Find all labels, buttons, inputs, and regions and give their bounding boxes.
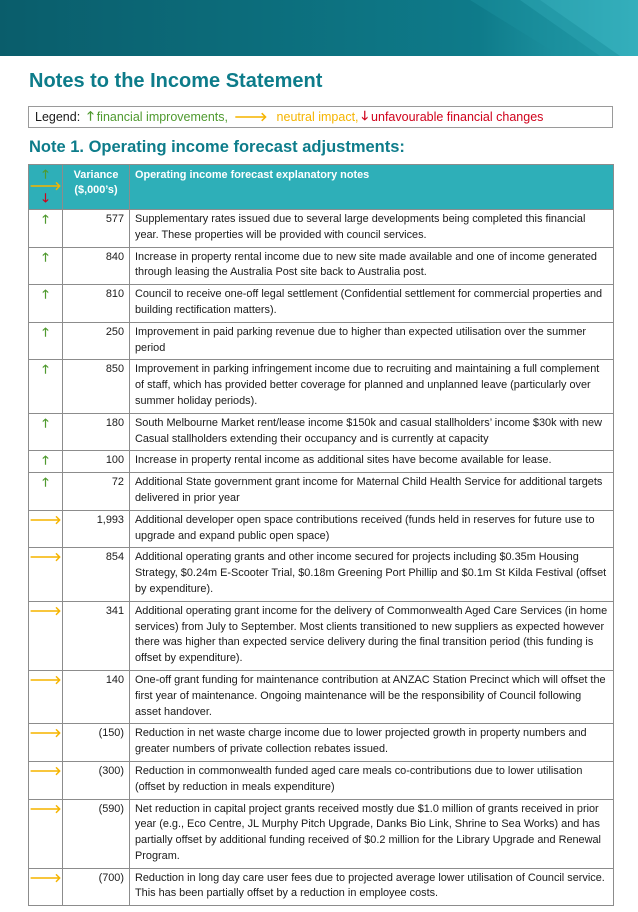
table-row <box>29 413 614 451</box>
variance-value: 577 <box>63 210 130 248</box>
variance-value: (150) <box>63 724 130 762</box>
arrow-up-icon: 🡑 <box>42 167 49 181</box>
section-title: Note 1. Operating income forecast adjustments: <box>29 138 405 156</box>
explanatory-note: South Melbourne Market rent/lease income $150k and casual stallholders’ income $30k with new Casual stallholders extending their occupancy and is currently at capacity <box>130 413 614 451</box>
explanatory-note: Reduction in long day care user fees due to projected average lower utilisation of Council service. This has been partially offset by a reduction in employee costs. <box>130 868 614 906</box>
variance-value: (300) <box>63 761 130 799</box>
explanatory-note: Reduction in commonwealth funded aged care meals co-contributions due to lower utilisation (offset by reduction in meals expenditure) <box>130 761 614 799</box>
explanatory-note: Council to receive one-off legal settlement (Confidential settlement for commercial properties and building rectification matters). <box>130 285 614 323</box>
explanatory-note: Improvement in paid parking revenue due to higher than expected utilisation over the summer period <box>130 322 614 360</box>
variance-value: (700) <box>63 868 130 906</box>
table-row <box>29 360 614 413</box>
table-row <box>29 247 614 285</box>
arrow-right-icon: 🡒 <box>29 670 63 723</box>
legend-improve: financial improvements, <box>96 110 229 124</box>
legend <box>28 106 613 128</box>
explanatory-note: Increase in property rental income due to new site made available and one of income generated through leasing the Australia Post site back to Australia post. <box>130 247 614 285</box>
page-title: Notes to the Income Statement <box>29 70 323 92</box>
arrow-up-icon: 🡑 <box>29 210 63 248</box>
explanatory-note: Additional State government grant income for Maternal Child Health Service for additional targets delivered in prior year <box>130 473 614 511</box>
table-row <box>29 210 614 248</box>
variance-header: Variance ($,000’s) <box>63 165 130 210</box>
arrow-right-icon: 🡒 <box>29 548 63 601</box>
variance-value: 854 <box>63 548 130 601</box>
arrow-up-icon: 🡑 <box>29 451 63 473</box>
table-row <box>29 285 614 323</box>
arrow-up-icon: 🡑 <box>29 413 63 451</box>
arrow-up-icon: 🡑 <box>29 360 63 413</box>
arrow-right-icon: 🡒 <box>29 799 63 868</box>
table-row <box>29 724 614 762</box>
arrow-down-icon: 🡓 <box>361 108 369 123</box>
arrow-right-icon: 🡒 <box>29 510 63 548</box>
explanatory-note: Additional operating grant income for the delivery of Commonwealth Aged Care Services (in home services) from July to September. Most clients transitioned to new suppliers as expected however there was higher than expected service delivery during the final transition period (this funding is offset by expenditure). <box>130 601 614 670</box>
legend-label: Legend: <box>35 110 81 124</box>
table-row <box>29 322 614 360</box>
header-banner <box>0 0 638 56</box>
arrow-up-icon: 🡑 <box>29 285 63 323</box>
arrow-right-icon: 🡒 <box>29 601 63 670</box>
variance-value: 1,993 <box>63 510 130 548</box>
arrow-up-icon: 🡑 <box>29 247 63 285</box>
impact-header <box>29 165 63 210</box>
variance-value: 250 <box>63 322 130 360</box>
arrow-right-icon: 🡒 <box>29 761 63 799</box>
variance-value: 100 <box>63 451 130 473</box>
variance-value: 840 <box>63 247 130 285</box>
arrow-right-icon: 🡒 <box>29 724 63 762</box>
variance-value: 341 <box>63 601 130 670</box>
table-header-row <box>29 165 614 210</box>
arrow-up-icon: 🡑 <box>87 108 94 123</box>
explanatory-note: One-off grant funding for maintenance contribution at ANZAC Station Precinct which will offset the first year of maintenance. Ongoing maintenance will be the responsibility of Council following asset handover. <box>130 670 614 723</box>
table-row <box>29 670 614 723</box>
table-row <box>29 510 614 548</box>
explanatory-note: Additional operating grants and other income secured for projects including $0.35m Housing Strategy, $0.24m E-Scooter Trial, $0.18m Greening Port Phillip and $0.1m St Kilda Festival (offset by expenditure). <box>130 548 614 601</box>
legend-unfavourable: unfavourable financial changes <box>371 110 544 124</box>
arrow-right-icon: 🡒 <box>234 109 268 124</box>
explanatory-note: Supplementary rates issued due to several large developments being completed this financial year. These properties will be provided with council services. <box>130 210 614 248</box>
explanatory-note: Additional developer open space contributions received (funds held in reserves for future use to upgrade and expand public open space) <box>130 510 614 548</box>
explanatory-note: Improvement in parking infringement income due to recruiting and maintaining a full complement of staff, which has provided better coverage for planned and unplanned leave (particularly over summer holiday periods). <box>130 360 614 413</box>
explanatory-note: Increase in property rental income as additional sites have become available for lease. <box>130 451 614 473</box>
table-row <box>29 548 614 601</box>
arrow-up-icon: 🡑 <box>29 473 63 511</box>
table-row <box>29 761 614 799</box>
table-row <box>29 451 614 473</box>
income-adjustments-table <box>28 164 614 906</box>
notes-header: Operating income forecast explanatory notes <box>130 165 614 210</box>
variance-value: 180 <box>63 413 130 451</box>
legend-neutral: neutral impact, <box>276 110 359 124</box>
arrow-right-icon: 🡒 <box>29 868 63 906</box>
table-row <box>29 473 614 511</box>
variance-value: (590) <box>63 799 130 868</box>
table-row <box>29 799 614 868</box>
table-row <box>29 601 614 670</box>
explanatory-note: Reduction in net waste charge income due to lower projected growth in property numbers and greater numbers of private collection rebates issued. <box>130 724 614 762</box>
explanatory-note: Net reduction in capital project grants received mostly due $1.0 million of grants received in prior year (e.g., Eco Centre, JL Murphy Pitch Upgrade, Danks Bio Link, Shrine to Sea Works) and has partially offset by additional funding received of $0.2 million for the Library Upgrade and Renewal Program. <box>130 799 614 868</box>
variance-value: 140 <box>63 670 130 723</box>
arrow-down-icon: 🡓 <box>42 191 49 205</box>
variance-value: 810 <box>63 285 130 323</box>
arrow-up-icon: 🡑 <box>29 322 63 360</box>
arrow-right-icon: 🡒 <box>29 179 62 193</box>
variance-value: 72 <box>63 473 130 511</box>
variance-value: 850 <box>63 360 130 413</box>
table-row <box>29 868 614 906</box>
